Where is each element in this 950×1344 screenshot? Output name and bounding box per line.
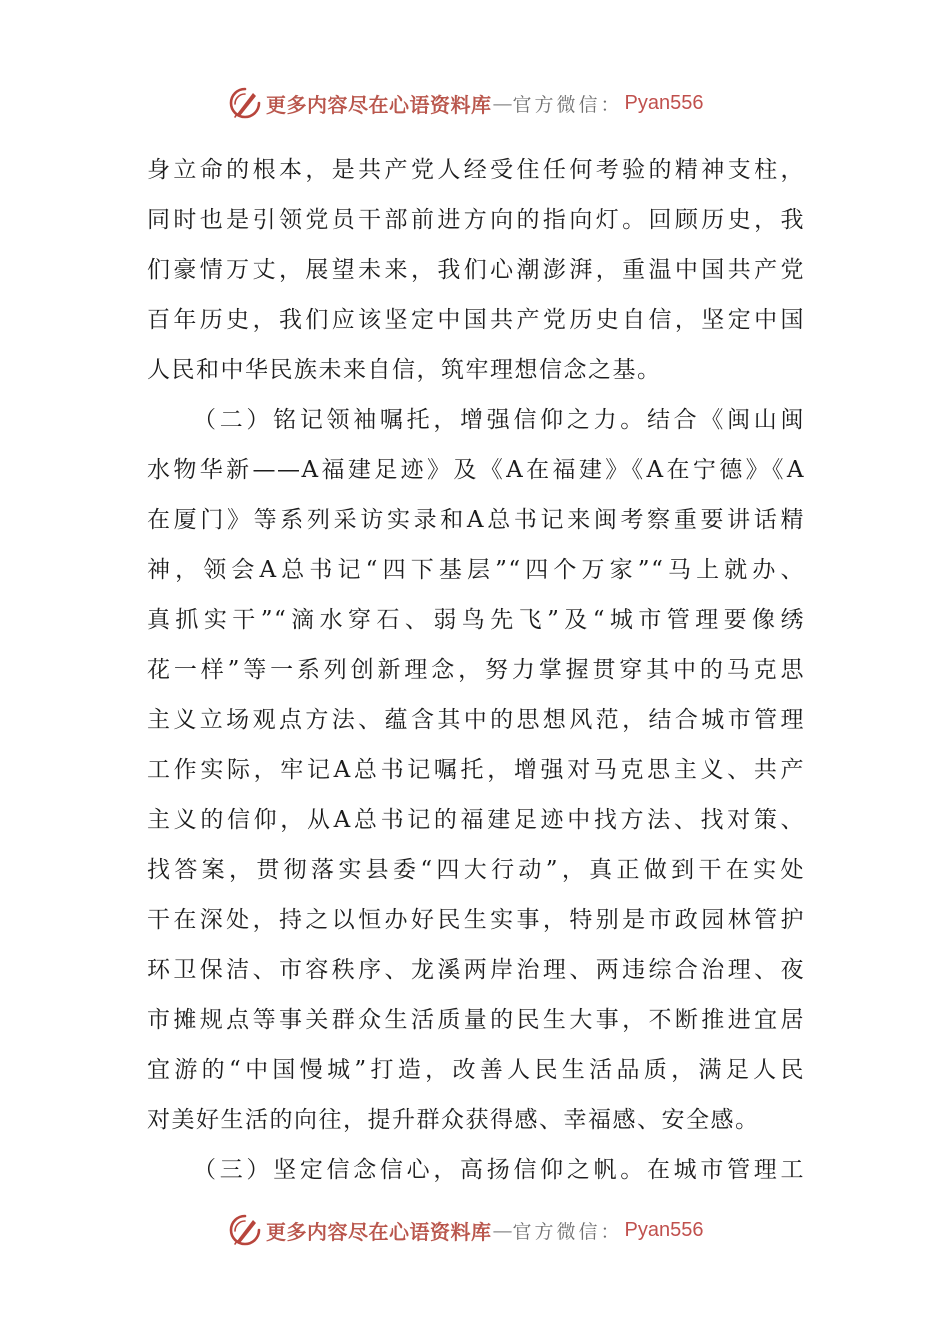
text-line: 同时也是引领党员干部前进方向的指向灯。回顾历史，我 [147,207,805,233]
text-line: 神，领会A总书记“四下基层”“四个万家”“马上就办、 [147,557,805,583]
text-line: 人民和中华民族未来自信，筑牢理想信念之基。 [147,357,662,383]
header-wechat-id: Pyan556 [624,91,704,114]
text-line: 水物华新——A福建足迹》及《A在福建》《A在宁德》《A [147,457,805,483]
text-line: 花一样”等一系列创新理念，努力掌握贯穿其中的马克思 [147,657,805,683]
document-body [147,145,805,1195]
quill-logo-icon [228,1213,262,1247]
footer-brand-text: 更多内容尽在心语资料库 [266,1219,492,1244]
text-line: 找答案，贯彻落实县委“四大行动”，真正做到干在实处 [147,857,805,883]
text-line: 对美好生活的向往，提升群众获得感、幸福感、安全感。 [147,1107,760,1133]
text-line: 工作实际，牢记A总书记嘱托，增强对马克思主义、共产 [147,757,805,783]
text-line: 干在深处，持之以恒办好民生实事，特别是市政园林管护 [147,907,805,933]
section-heading-line: （二）铭记领袖嘱托，增强信仰之力。结合《闽山闽 [193,407,805,433]
text-line: 宜游的“中国慢城”打造，改善人民生活品质，满足人民 [147,1057,805,1083]
text-line: 环卫保洁、市容秩序、龙溪两岸治理、两违综合治理、夜 [147,957,805,983]
footer-wechat-id: Pyan556 [624,1218,704,1241]
text-line: 百年历史，我们应该坚定中国共产党历史自信，坚定中国 [147,307,805,333]
header-banner [228,86,703,120]
text-line: 在厦门》等系列采访实录和A总书记来闽考察重要讲话精 [147,507,805,533]
text-line: 市摊规点等事关群众生活质量的民生大事，不断推进宜居 [147,1007,805,1033]
text-line: 主义立场观点方法、蕴含其中的思想风范，结合城市管理 [147,707,805,733]
section-heading-line: （三）坚定信念信心，高扬信仰之帆。在城市管理工 [193,1157,805,1183]
footer-wechat-label: 官方微信： [512,1220,623,1243]
text-line: 们豪情万丈，展望未来，我们心潮澎湃，重温中国共产党 [147,257,805,283]
quill-logo-icon [228,86,262,120]
header-wechat-label: 官方微信： [512,93,623,116]
header-brand-text: 更多内容尽在心语资料库 [266,92,492,117]
text-line: 身立命的根本，是共产党人经受住任何考验的精神支柱， [147,157,805,183]
footer-banner [228,1213,703,1247]
footer-separator: — [492,1218,513,1242]
text-line: 真抓实干”“滴水穿石、弱鸟先飞”及“城市管理要像绣 [147,607,805,633]
header-separator: — [492,91,513,115]
text-line: 主义的信仰，从A总书记的福建足迹中找方法、找对策、 [147,807,805,833]
